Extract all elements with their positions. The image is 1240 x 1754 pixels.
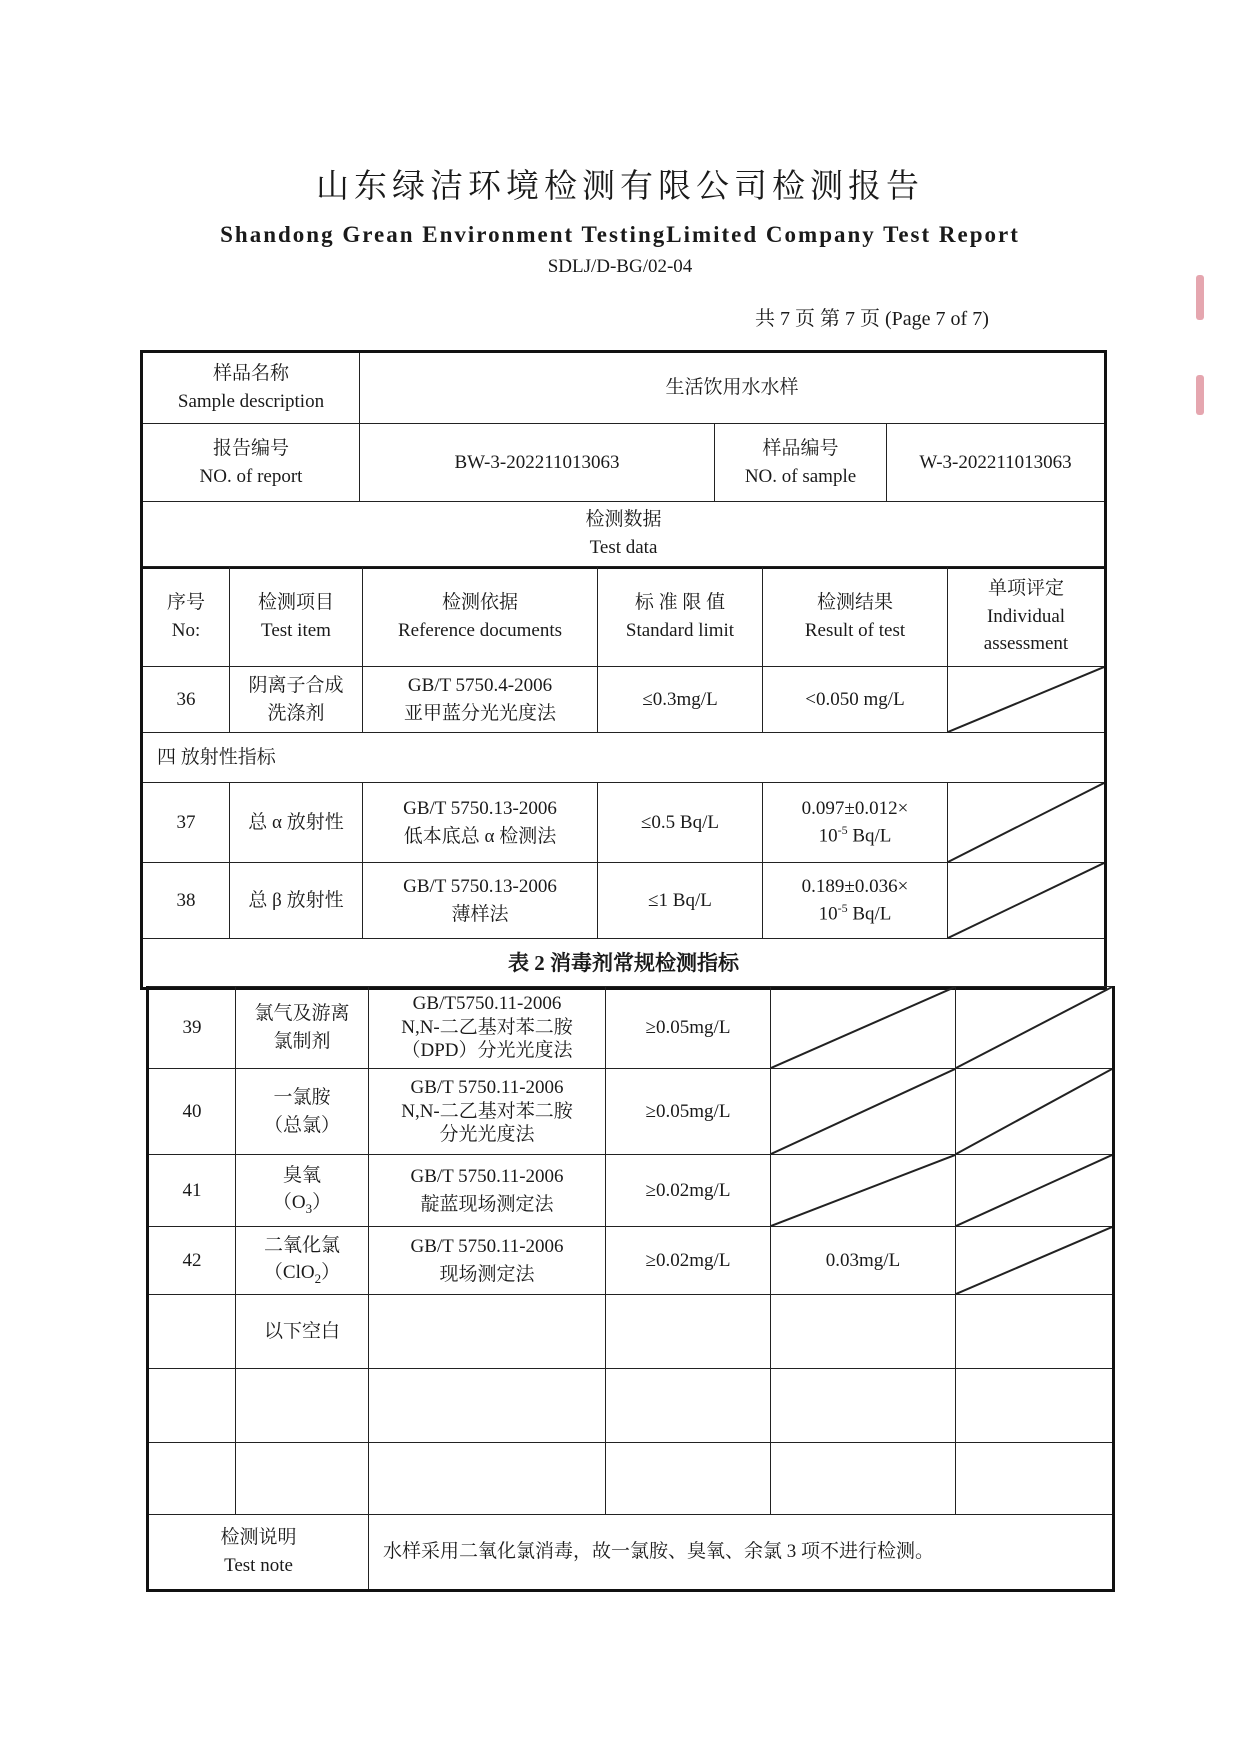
row-item-line1: 臭氧 [282, 1164, 321, 1186]
row-no: 42 [148, 1227, 236, 1295]
empty-cell [236, 1443, 369, 1515]
row-ref [363, 667, 598, 733]
document-code: SDLJ/D-BG/02-04 [547, 256, 693, 277]
report-title-cn: 山东绿洁环境检测有限公司检测报告 [316, 169, 924, 205]
row-limit: ≥0.05mg/L [606, 1069, 771, 1155]
result-unit: Bq/L [847, 825, 892, 847]
col-ref-cn: 检测依据 [441, 591, 518, 613]
table-row [142, 667, 1106, 733]
row-assessment-slash [948, 863, 1106, 939]
row-ref-line3: （DPD）分光光度法 [401, 1040, 573, 1062]
row-ref-line2: 靛蓝现场测定法 [420, 1193, 554, 1215]
row-limit: ≥0.05mg/L [606, 987, 771, 1069]
test-note-label-cn: 检测说明 [220, 1527, 297, 1549]
col-limit-cn: 标 准 限 值 [634, 591, 726, 613]
row-item-line1: 阴离子合成 [248, 674, 344, 696]
formula-end: ） [312, 1192, 332, 1214]
row-assessment-slash [956, 1155, 1114, 1227]
formula-subscript: 3 [305, 1201, 313, 1217]
row-item [236, 1069, 369, 1155]
report-no-label-en: NO. of report [199, 465, 303, 487]
row-limit: ≤0.5 Bq/L [598, 783, 763, 863]
row-result-line2 [767, 900, 943, 928]
row-ref [363, 783, 598, 863]
stamp-mark-bottom [1196, 375, 1204, 415]
row-result [763, 783, 948, 863]
sample-desc-label-en: Sample description [177, 391, 325, 412]
empty-cell [771, 1369, 956, 1443]
col-item-en: Test item [261, 619, 331, 641]
formula-start: （O [272, 1192, 306, 1214]
col-item [230, 567, 363, 667]
row-limit: ≤1 Bq/L [598, 863, 763, 939]
empty-cell [148, 1443, 236, 1515]
col-ref [363, 567, 598, 667]
row-no: 40 [148, 1069, 236, 1155]
empty-cell [369, 1295, 606, 1369]
row-item [236, 1227, 369, 1295]
page-number: 共 7 页 第 7 页 (Page 7 of 7) [755, 308, 989, 330]
result-base: 10 [818, 825, 838, 847]
row-no: 38 [142, 863, 230, 939]
row-item [230, 667, 363, 733]
report-no-value: BW-3-202211013063 [360, 424, 715, 502]
empty-cell [771, 1295, 956, 1369]
sample-desc-label-cn: 样品名称 [212, 363, 289, 385]
row-item [236, 1155, 369, 1227]
table-row-empty [148, 1443, 1114, 1515]
test-note-row [148, 1515, 1114, 1591]
empty-cell [956, 1443, 1114, 1515]
sample-desc-label [142, 352, 360, 424]
test-data-table-1 [140, 566, 1107, 990]
row-ref-line2: N,N-二乙基对苯二胺 [401, 1016, 573, 1038]
formula-end: ） [321, 1262, 341, 1284]
row-item-line1: 氯气及游离 [254, 1002, 350, 1024]
table-row [142, 783, 1106, 863]
row-assessment-slash [956, 987, 1114, 1069]
row-ref-line1: GB/T5750.11-2006 [412, 992, 562, 1014]
col-limit [598, 567, 763, 667]
row-item-line2: 洗涤剂 [267, 702, 325, 724]
report-no-label [142, 424, 360, 502]
row-item [236, 987, 369, 1069]
table-row [148, 1155, 1114, 1227]
test-data-header-en: Test data [589, 537, 658, 558]
table-row-empty [148, 1369, 1114, 1443]
table-row [148, 1227, 1114, 1295]
result-exponent: -5 [837, 823, 848, 838]
test-data-table-2 [146, 986, 1115, 1592]
row-no: 36 [142, 667, 230, 733]
empty-cell [956, 1369, 1114, 1443]
sample-info-table [140, 350, 1107, 569]
test-note-label [148, 1515, 369, 1591]
row-result-line2 [767, 822, 943, 850]
table-row [148, 1069, 1114, 1155]
row-result: <0.050 mg/L [763, 667, 948, 733]
row-assessment-slash [956, 1227, 1114, 1295]
row-no: 41 [148, 1155, 236, 1227]
report-title-en: Shandong Grean Environment TestingLimited Company Test Report [220, 222, 1020, 247]
row-result-line1: 0.189±0.036× [801, 875, 909, 897]
row-ref-line2: 薄样法 [451, 903, 509, 925]
sample-no-value: W-3-202211013063 [887, 424, 1106, 502]
test-note-label-en: Test note [224, 1555, 293, 1576]
test-data-header-cn: 检测数据 [585, 509, 662, 531]
row-item-line1: 一氯胺 [273, 1086, 331, 1108]
row-ref [369, 1069, 606, 1155]
row-assessment-slash [948, 667, 1106, 733]
row-no: 37 [142, 783, 230, 863]
row-item: 总 β 放射性 [230, 863, 363, 939]
table-row [148, 987, 1114, 1069]
col-assess-cn: 单项评定 [987, 578, 1064, 600]
empty-cell [606, 1295, 771, 1369]
test-note-text: 水样采用二氧化氯消毒，故一氯胺、臭氧、余氯 3 项不进行检测。 [369, 1515, 1114, 1591]
col-no-cn: 序号 [166, 591, 205, 613]
col-no-en: No: [171, 619, 201, 641]
row-item-line2 [240, 1189, 364, 1219]
col-result-cn: 检测结果 [816, 591, 893, 613]
stamp-mark-top [1196, 275, 1204, 320]
sample-no-label [715, 424, 887, 502]
result-unit: Bq/L [847, 903, 892, 925]
row-ref [363, 863, 598, 939]
row-limit: ≤0.3mg/L [598, 667, 763, 733]
empty-cell [771, 1443, 956, 1515]
empty-cell [606, 1369, 771, 1443]
result-base: 10 [818, 903, 838, 925]
table-row [142, 863, 1106, 939]
row-ref-line1: GB/T 5750.11-2006 [410, 1165, 564, 1187]
table2-title: 表 2 消毒剂常规检测指标 [142, 939, 1106, 989]
row-ref-line2: 低本底总 α 检测法 [403, 825, 557, 847]
row-limit: ≥0.02mg/L [606, 1155, 771, 1227]
empty-cell [236, 1369, 369, 1443]
row-result-slash [771, 1155, 956, 1227]
row-ref-line1: GB/T 5750.13-2006 [403, 797, 557, 819]
sample-desc-value: 生活饮用水水样 [360, 352, 1106, 424]
col-no [142, 567, 230, 667]
row-ref-line2: 现场测定法 [439, 1263, 535, 1285]
sample-no-label-cn: 样品编号 [762, 437, 839, 459]
col-result [763, 567, 948, 667]
row-ref [369, 1155, 606, 1227]
column-header-row [142, 567, 1106, 667]
row-item-line1: 二氧化氯 [263, 1234, 340, 1256]
row-no: 39 [148, 987, 236, 1069]
formula-start: （ClO [263, 1262, 315, 1284]
empty-cell [956, 1295, 1114, 1369]
sample-no-label-en: NO. of sample [744, 465, 857, 487]
section-radioactivity: 四 放射性指标 [142, 733, 1106, 783]
col-assess-en2: assessment [983, 633, 1069, 655]
row-result [763, 863, 948, 939]
col-assessment [948, 567, 1106, 667]
row-ref-line2: 亚甲蓝分光光度法 [403, 702, 556, 724]
col-assess-en1: Individual [986, 605, 1066, 627]
row-ref [369, 987, 606, 1069]
row-ref-line2: N,N-二乙基对苯二胺 [401, 1100, 573, 1122]
empty-cell [148, 1295, 236, 1369]
row-item-line2: 氯制剂 [273, 1030, 331, 1052]
formula-subscript: 2 [314, 1271, 322, 1287]
row-result-slash [771, 1069, 956, 1155]
blank-below-label: 以下空白 [236, 1295, 369, 1369]
row-ref-line1: GB/T 5750.11-2006 [410, 1076, 564, 1098]
row-result-slash [771, 987, 956, 1069]
row-item: 总 α 放射性 [230, 783, 363, 863]
row-ref-line1: GB/T 5750.4-2006 [407, 674, 553, 696]
empty-cell [369, 1369, 606, 1443]
col-ref-en: Reference documents [397, 619, 563, 641]
row-ref-line1: GB/T 5750.11-2006 [410, 1235, 564, 1257]
col-limit-en: Standard limit [625, 619, 735, 641]
row-result: 0.03mg/L [771, 1227, 956, 1295]
row-ref-line3: 分光光度法 [439, 1124, 535, 1146]
row-ref [369, 1227, 606, 1295]
row-item-line2 [240, 1259, 364, 1289]
row-limit: ≥0.02mg/L [606, 1227, 771, 1295]
row-ref-line1: GB/T 5750.13-2006 [403, 875, 557, 897]
test-data-header [142, 502, 1106, 568]
col-item-cn: 检测项目 [257, 591, 334, 613]
table-row-blank-label [148, 1295, 1114, 1369]
result-exponent: -5 [837, 901, 848, 916]
row-assessment-slash [956, 1069, 1114, 1155]
col-result-en: Result of test [804, 619, 906, 641]
empty-cell [606, 1443, 771, 1515]
row-assessment-slash [948, 783, 1106, 863]
empty-cell [369, 1443, 606, 1515]
report-no-label-cn: 报告编号 [212, 437, 289, 459]
row-item-line2: （总氯） [263, 1114, 340, 1136]
empty-cell [148, 1369, 236, 1443]
row-result-line1: 0.097±0.012× [801, 797, 909, 819]
